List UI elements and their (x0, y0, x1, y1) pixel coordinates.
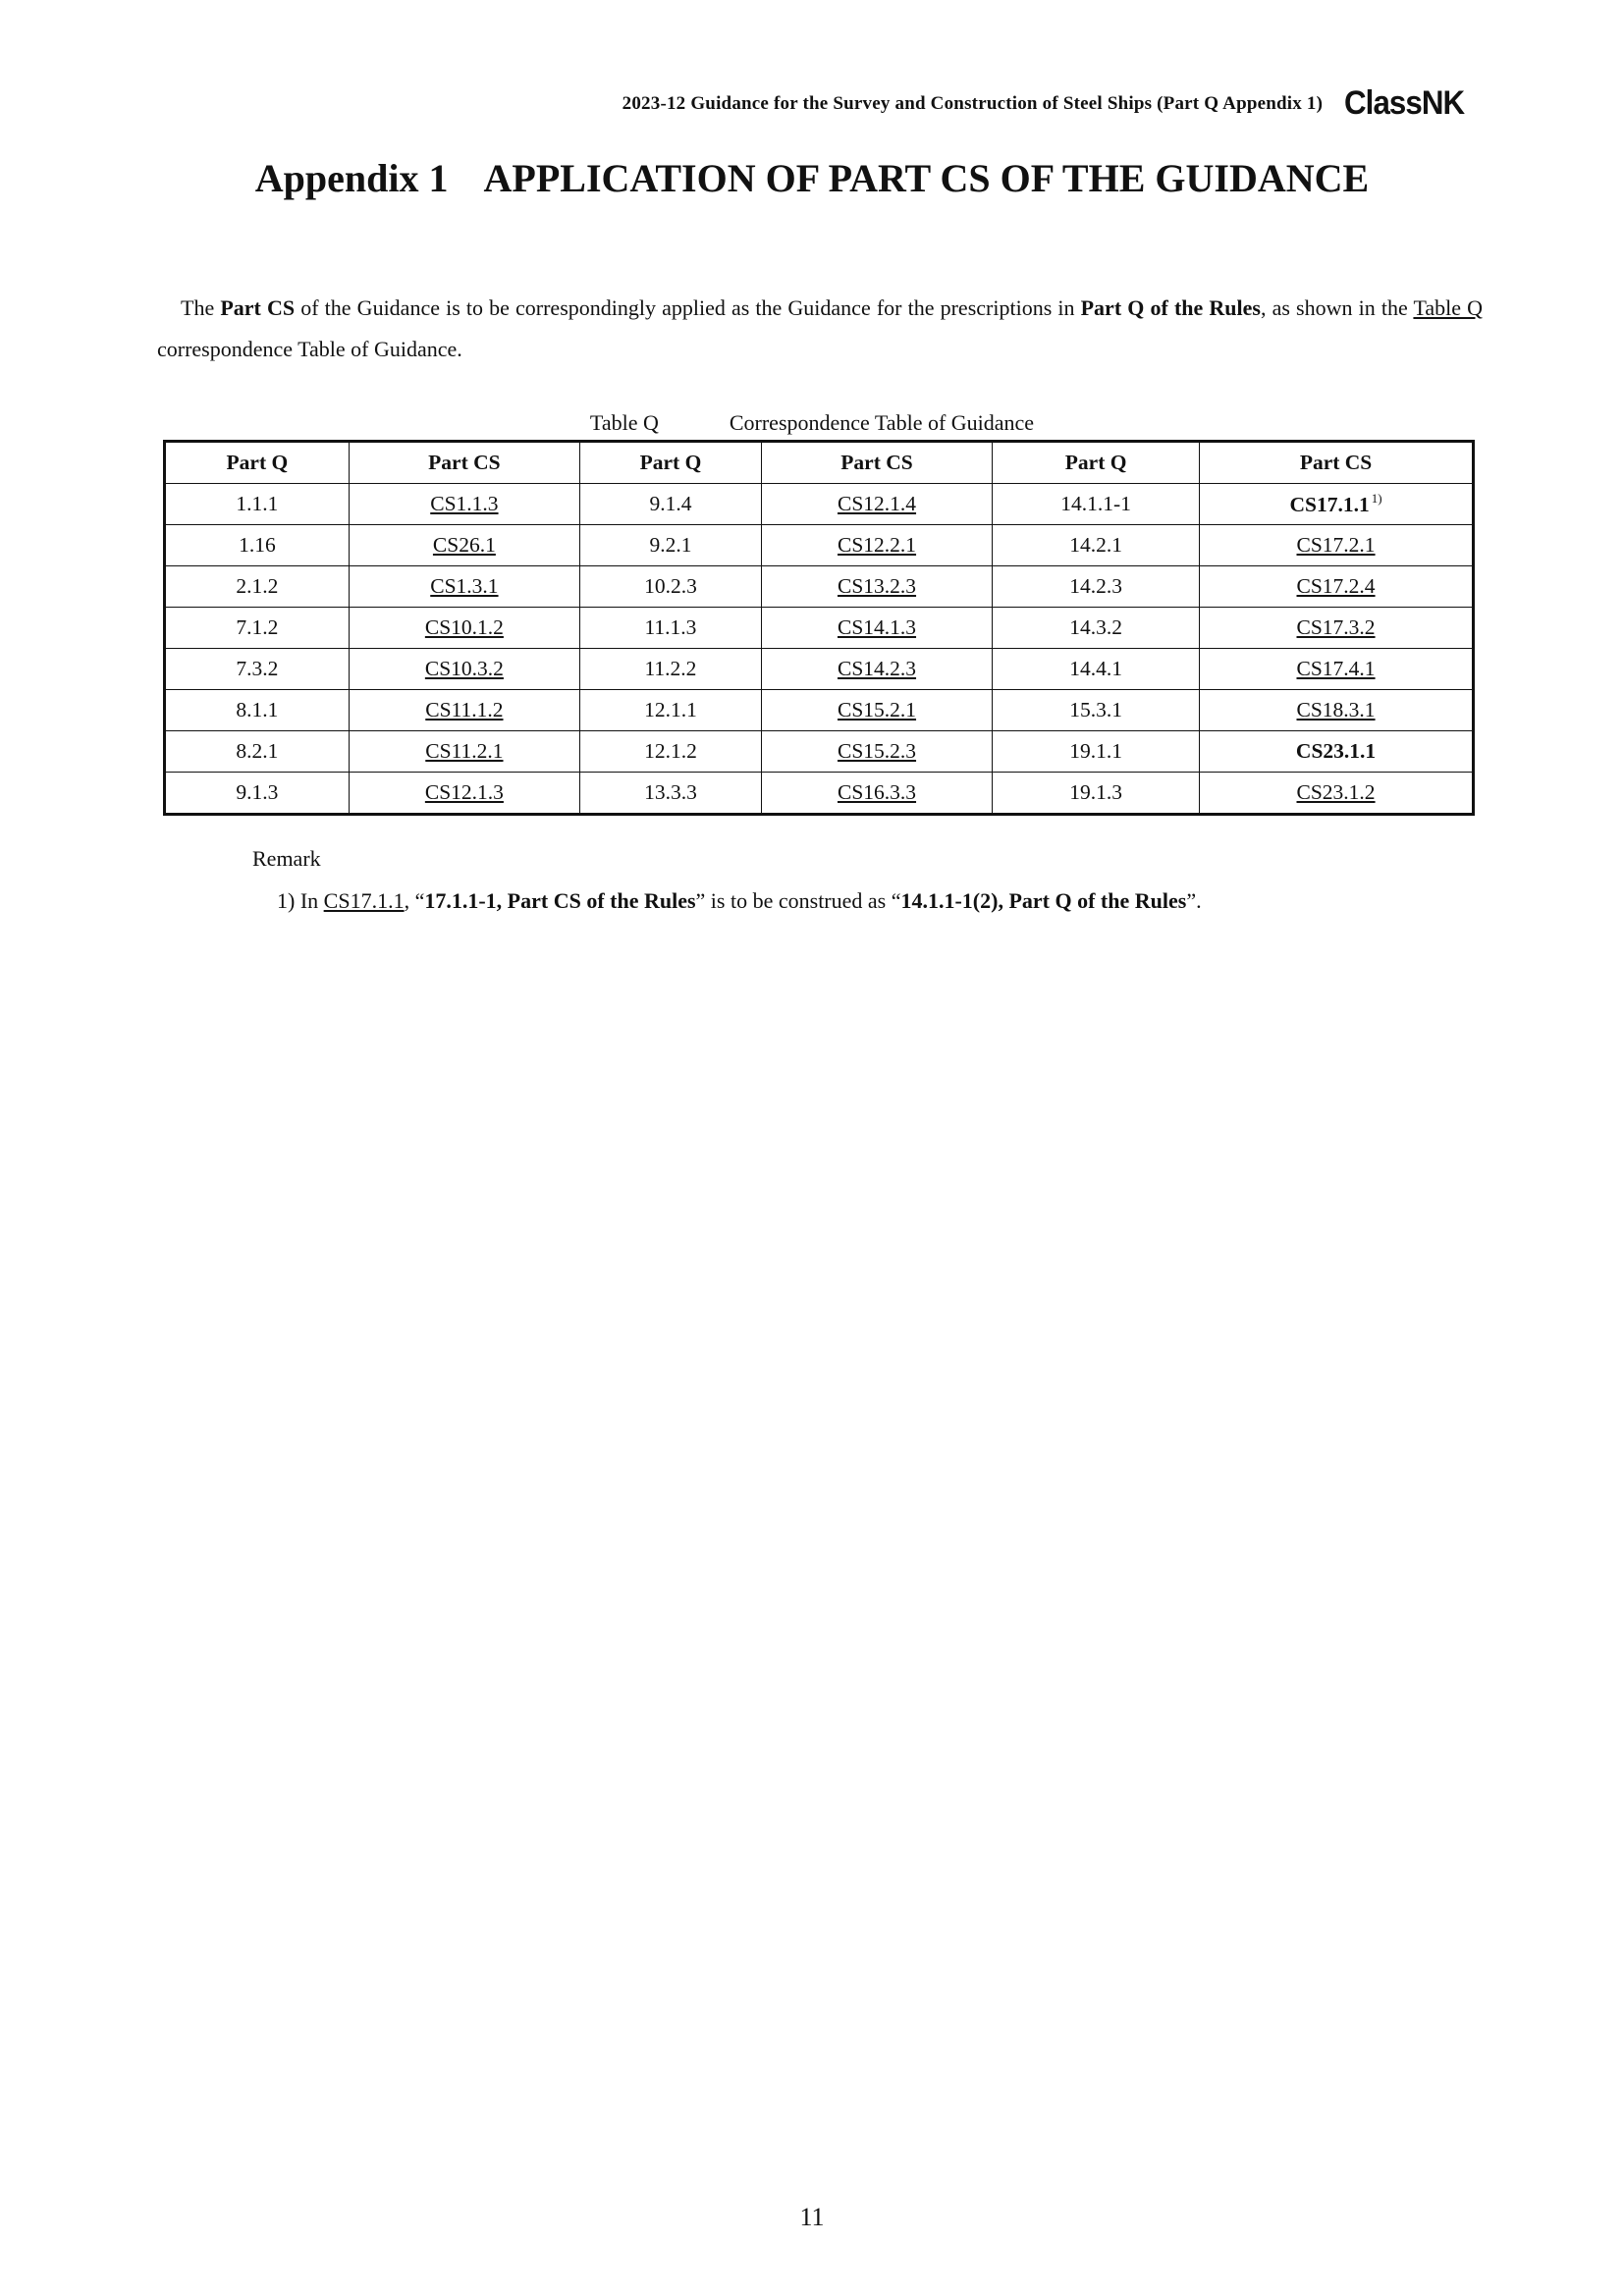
cell-value: 14.3.2 (1069, 615, 1122, 639)
table-cell (165, 608, 350, 649)
cell-value: 2.1.2 (236, 574, 279, 598)
remark-bold-2: 14.1.1-1(2), Part Q of the Rules (900, 888, 1187, 913)
cell-value: 19.1.3 (1069, 780, 1122, 804)
cell-value[interactable]: CS16.3.3 (837, 780, 917, 804)
cell-value: CS23.1.1 (1295, 739, 1377, 763)
header-title: 2023-12 Guidance for the Survey and Construction of Steel Ships (Part Q Appendix 1) (622, 92, 1324, 114)
appendix-number: Appendix 1 (254, 156, 449, 200)
table-cell[interactable] (349, 731, 579, 773)
table-row (165, 566, 1474, 608)
table-cell (993, 484, 1200, 525)
table-cell (165, 690, 350, 731)
appendix-title (0, 155, 1624, 201)
table-cell[interactable] (349, 690, 579, 731)
intro-text-3: , as shown in the (1260, 295, 1414, 320)
cell-value[interactable]: CS17.4.1 (1296, 657, 1376, 680)
column-header: Part CS (349, 442, 579, 484)
table-cell (580, 484, 762, 525)
page-header (623, 84, 1475, 123)
cell-value: 12.1.2 (644, 739, 697, 763)
table-cell (580, 566, 762, 608)
table-cell[interactable] (761, 566, 992, 608)
table-cell[interactable] (349, 484, 579, 525)
cell-value[interactable]: CS17.2.4 (1296, 574, 1376, 598)
cell-value: 11.1.3 (644, 615, 697, 639)
table-cell (993, 649, 1200, 690)
cell-value: 14.2.1 (1069, 533, 1122, 557)
table-cell (1200, 484, 1474, 525)
table-cell[interactable] (349, 566, 579, 608)
table-cell[interactable] (1200, 608, 1474, 649)
cell-value: 8.2.1 (236, 739, 279, 763)
cell-value[interactable]: CS15.2.3 (837, 739, 917, 763)
classnk-logo: ClassNK (1344, 84, 1465, 122)
remark-text-3: ” is to be construed as “ (695, 888, 901, 913)
intro-bold-part-q-rules: Part Q of the Rules (1080, 295, 1261, 320)
cell-value: 1.1.1 (236, 492, 279, 515)
cell-value: 9.2.1 (649, 533, 692, 557)
table-cell[interactable] (761, 484, 992, 525)
table-q-link[interactable]: Table Q (1413, 295, 1483, 320)
table-row (165, 484, 1474, 525)
cell-value: 15.3.1 (1069, 698, 1122, 721)
table-cell[interactable] (1200, 649, 1474, 690)
table-cell[interactable] (761, 608, 992, 649)
cell-value[interactable]: CS15.2.1 (837, 698, 917, 721)
intro-text-4: correspondence Table of Guidance. (157, 337, 462, 361)
cell-value: 8.1.1 (236, 698, 279, 721)
remark-cs17-link[interactable]: CS17.1.1 (323, 888, 405, 913)
table-cell (1200, 731, 1474, 773)
table-body (165, 484, 1474, 815)
table-cell (580, 525, 762, 566)
cell-value[interactable]: CS14.2.3 (837, 657, 917, 680)
table-cell[interactable] (349, 649, 579, 690)
table-cell[interactable] (761, 773, 992, 815)
table-caption-title: Correspondence Table of Guidance (729, 410, 1035, 435)
cell-value[interactable]: CS18.3.1 (1296, 698, 1376, 721)
cell-value[interactable]: CS1.3.1 (430, 574, 499, 598)
intro-text-2: of the Guidance is to be correspondingly applied as the Guidance for the prescriptions in (295, 295, 1081, 320)
cell-value[interactable]: CS14.1.3 (837, 615, 917, 639)
table-cell (580, 690, 762, 731)
cell-value: 1.16 (239, 533, 276, 557)
table-cell[interactable] (761, 525, 992, 566)
table-cell (993, 690, 1200, 731)
table-cell (580, 608, 762, 649)
cell-value: 14.4.1 (1069, 657, 1122, 680)
cell-value: 9.1.4 (649, 492, 692, 515)
cell-value[interactable]: CS12.2.1 (837, 533, 917, 557)
page-number: 11 (799, 2203, 825, 2231)
table-cell[interactable] (761, 690, 992, 731)
cell-value[interactable]: CS17.3.2 (1296, 615, 1376, 639)
table-caption (0, 410, 1624, 436)
table-row (165, 649, 1474, 690)
table-cell (580, 649, 762, 690)
table-cell[interactable] (349, 525, 579, 566)
table-cell (993, 608, 1200, 649)
cell-value[interactable]: CS12.1.3 (424, 780, 504, 804)
remark-text-4: ”. (1186, 888, 1202, 913)
intro-text-1: The (181, 295, 221, 320)
table-cell (165, 484, 350, 525)
cell-value[interactable]: CS11.1.2 (425, 698, 504, 721)
table-cell[interactable] (1200, 525, 1474, 566)
table-cell[interactable] (1200, 566, 1474, 608)
column-header: Part CS (1200, 442, 1474, 484)
intro-bold-part-cs: Part CS (220, 295, 296, 320)
intro-paragraph (157, 288, 1483, 370)
table-cell[interactable] (761, 731, 992, 773)
table-caption-label: Table Q (589, 410, 659, 435)
appendix-heading: APPLICATION OF PART CS OF THE GUIDANCE (483, 156, 1370, 200)
table-row (165, 773, 1474, 815)
footnote-marker: 1) (1371, 491, 1382, 506)
remark-footnote (277, 888, 1202, 914)
correspondence-table (163, 440, 1475, 816)
table-cell (993, 731, 1200, 773)
table-cell[interactable] (349, 608, 579, 649)
table-cell (165, 773, 350, 815)
remark-text-2: , “ (404, 888, 425, 913)
cell-value[interactable]: CS11.2.1 (425, 739, 504, 763)
column-header: Part Q (993, 442, 1200, 484)
remark-title: Remark (252, 846, 321, 871)
table-cell (165, 525, 350, 566)
remark-text-1: 1) In (277, 888, 324, 913)
table-header-row (165, 442, 1474, 484)
cell-value[interactable]: CS13.2.3 (837, 574, 917, 598)
cell-value[interactable]: CS10.1.2 (424, 615, 504, 639)
cell-value: 11.2.2 (644, 657, 697, 680)
cell-value: 19.1.1 (1069, 739, 1122, 763)
cell-value: 14.2.3 (1069, 574, 1122, 598)
cell-value: 10.2.3 (644, 574, 697, 598)
column-header: Part CS (761, 442, 992, 484)
table-cell (165, 731, 350, 773)
cell-value[interactable]: CS23.1.2 (1296, 780, 1376, 804)
remark-bold-1: 17.1.1-1, Part CS of the Rules (424, 888, 696, 913)
cell-value: 13.3.3 (644, 780, 697, 804)
cell-value[interactable]: CS12.1.4 (837, 492, 917, 515)
cell-value: 7.1.2 (236, 615, 279, 639)
table-cell[interactable] (1200, 773, 1474, 815)
cell-value[interactable]: CS10.3.2 (424, 657, 504, 680)
cell-value: 7.3.2 (236, 657, 279, 680)
cell-value: 12.1.1 (644, 698, 697, 721)
cell-value: 14.1.1-1 (1060, 492, 1131, 515)
table-cell (165, 566, 350, 608)
table-cell[interactable] (761, 649, 992, 690)
cell-value[interactable]: CS26.1 (432, 533, 496, 557)
column-header: Part Q (580, 442, 762, 484)
table-cell (165, 649, 350, 690)
cell-value: CS17.1.1 (1289, 493, 1370, 516)
cell-value: 9.1.3 (236, 780, 279, 804)
table-cell[interactable] (1200, 690, 1474, 731)
table-cell (580, 731, 762, 773)
cell-value[interactable]: CS17.2.1 (1296, 533, 1376, 557)
table-cell (993, 773, 1200, 815)
table-row (165, 608, 1474, 649)
table-cell (580, 773, 762, 815)
table-row (165, 690, 1474, 731)
table-row (165, 525, 1474, 566)
column-header: Part Q (165, 442, 350, 484)
table-cell[interactable] (349, 773, 579, 815)
table-cell (993, 566, 1200, 608)
cell-value[interactable]: CS1.1.3 (430, 492, 499, 515)
table-cell (993, 525, 1200, 566)
table-row (165, 731, 1474, 773)
